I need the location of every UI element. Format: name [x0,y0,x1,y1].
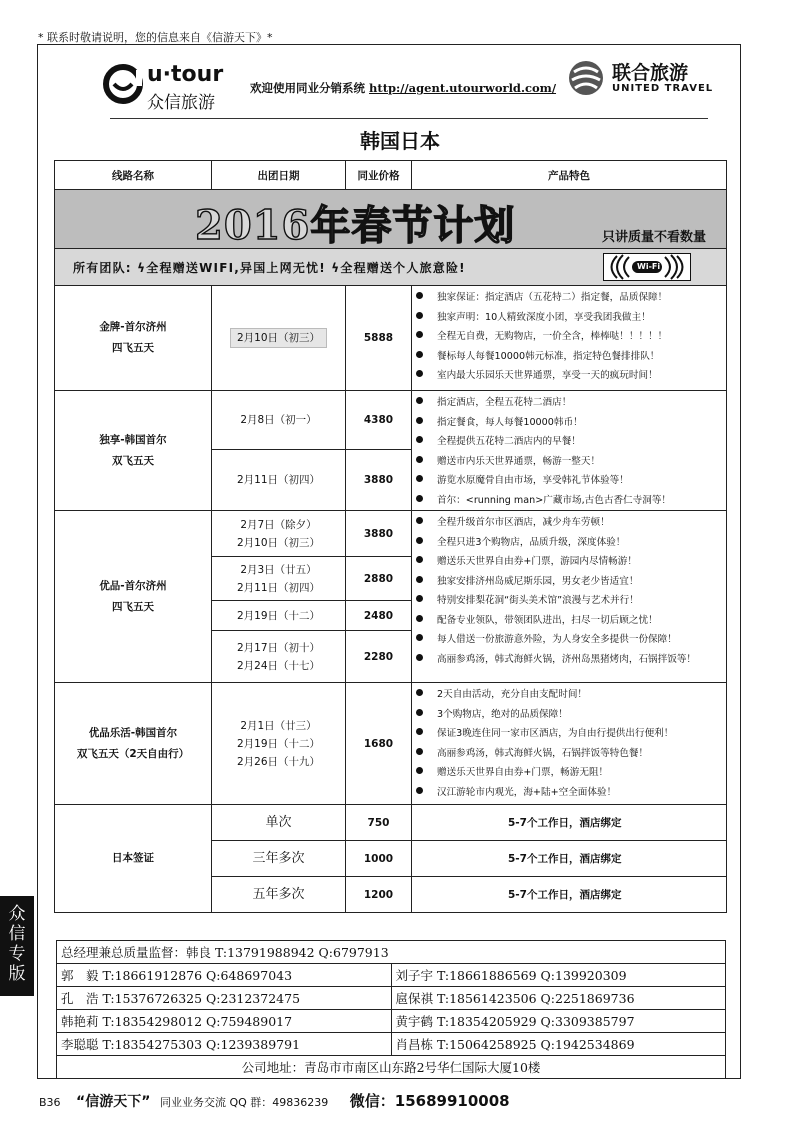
feature-item: 独家声明：10人精致深度小团，享受我团我做主！ [416,308,726,328]
price-cell: 2880 [346,557,412,601]
bullet-icon [416,556,423,563]
bullet-icon [416,331,423,338]
gift-banner [55,249,726,285]
company-address: 公司地址：青岛市市南区山东路2号华仁国际大厦10楼 [57,1056,726,1079]
banner-slogan: 只讲质量不看数量 [601,230,706,245]
departure-date: 2月26日（十九） [236,755,321,768]
route-duration: 双飞五天（2天自由行） [76,747,190,760]
route-name: 优品乐活-韩国首尔 [88,726,178,739]
bullet-icon [416,689,423,696]
features-cell [412,511,727,683]
bullet-icon [416,417,423,424]
feature-item: 全程无自费，无购物店，一价全含，棒棒哒！！！！！ [416,327,726,347]
contacts-table [56,940,726,1079]
feature-item: 餐标每人每餐10000韩元标准，指定特色餐排排队！ [416,347,726,367]
date-cell [212,557,346,601]
utour-logo-cn: 众信旅游 [147,93,215,113]
price-cell: 2280 [346,631,412,683]
feature-item: 首尔：<running man>广藏市场,古色古香仁寺洞等！ [416,491,726,511]
agent-url-link[interactable]: http://agent.utourworld.com/ [369,81,557,95]
manager-contact: 总经理兼总质量监督：韩良 T:13791988942 Q:6797913 [57,941,726,964]
visa-name: 日本签证 [55,805,212,913]
side-tab-char: 信 [8,924,26,944]
united-globe-icon [566,58,606,98]
visa-price: 1200 [346,877,412,913]
bullet-icon [416,537,423,544]
footer [39,1090,510,1111]
departure-date: 2月19日（十二） [236,737,321,750]
bullet-icon [416,495,423,502]
feature-item: 3个购物店，绝对的品质保障！ [416,705,726,725]
bullet-icon [416,292,423,299]
wifi-label: Wi-Fi [637,262,661,271]
banner-title: 2016年春节计划 [195,202,516,249]
header-date: 出团日期 [212,161,346,190]
departure-date: 2月7日（除夕） [240,518,317,531]
feature-item: 全程升级首尔市区酒店，减少舟车劳顿！ [416,513,726,533]
visa-type: 单次 [212,805,346,841]
wifi-badge [603,253,691,281]
utour-logo-text: u·tour [147,62,224,87]
route-name-cell [55,683,212,805]
bullet-icon [416,517,423,524]
feature-item: 全程只进3个购物店，品质升级，深度体验！ [416,533,726,553]
price-cell: 5888 [346,286,412,391]
route-duration: 双飞五天 [112,454,154,467]
date-cell [212,286,346,391]
contact-item: 韩艳莉 T:18354298012 Q:759489017 [57,1010,392,1033]
feature-item: 独家安排济州岛威尼斯乐园，男女老少皆适宜！ [416,572,726,592]
contact-item: 李聪聪 T:18354275303 Q:1239389791 [57,1033,392,1056]
visa-type: 五年多次 [212,877,346,913]
bullet-icon [416,767,423,774]
feature-item: 室内最大乐园乐天世界通票，享受一天的疯玩时间！ [416,366,726,386]
header-divider [110,118,708,119]
price-cell: 1680 [346,683,412,805]
departure-date: 2月3日（廿五） [240,563,317,576]
bullet-icon [416,787,423,794]
departure-date: 2月24日（十七） [236,659,321,672]
gift-text: 所有团队: ϟ全程赠送WIFI,异国上网无忧! ϟ全程赠送个人旅意险! [73,261,466,275]
feature-item: 游览水原魔骨自由市场，享受韩礼节体验等！ [416,471,726,491]
bullet-icon [416,370,423,377]
table-row [57,1033,726,1056]
spring-festival-banner [55,190,726,248]
feature-item: 指定酒店，全程五花特二酒店！ [416,393,726,413]
united-logo-en: UNITED TRAVEL [612,83,714,94]
route-name: 金牌-首尔济州 [99,321,167,333]
price-cell: 4380 [346,391,412,450]
feature-item: 指定餐食，每人每餐10000韩币！ [416,413,726,433]
source-notice: * 联系时敬请说明，您的信息来自《信游天下》* [38,31,273,44]
feature-item: 每人借送一份旅游意外险，为人身安全多提供一份保障！ [416,630,726,650]
visa-note: 5-7个工作日，酒店绑定 [412,841,727,877]
route-name: 独享-韩国首尔 [99,433,167,446]
departure-date: 2月1日（廿三） [240,719,317,732]
visa-note: 5-7个工作日，酒店绑定 [412,805,727,841]
bullet-icon [416,312,423,319]
contact-item: 扈保祺 T:18561423506 Q:2251869736 [391,987,726,1010]
departure-date: 2月11日（初四） [212,450,346,511]
contact-item: 刘子宇 T:18661886569 Q:139920309 [391,964,726,987]
wechat-contact: 微信：15689910008 [349,1092,510,1110]
table-row [55,683,727,805]
side-tab-char: 专 [8,944,26,964]
table-row [55,805,727,841]
bullet-icon [416,351,423,358]
bullet-icon [416,475,423,482]
welcome-text: 欢迎使用同业分销系统 [250,81,365,95]
departure-date: 2月10日（初三） [236,536,321,549]
bullet-icon [416,709,423,716]
departure-date: 2月8日（初一） [212,391,346,450]
visa-price: 750 [346,805,412,841]
date-cell [212,683,346,805]
features-cell [412,683,727,805]
gift-row [55,249,727,286]
visa-note: 5-7个工作日，酒店绑定 [412,877,727,913]
date-cell [212,511,346,557]
feature-item: 高丽参鸡汤，韩式海鲜火锅，济州岛黑猪烤肉，石锅拌饭等！ [416,650,726,670]
departure-date: 2月10日（初三） [230,328,327,348]
bullet-icon [416,436,423,443]
visa-price: 1000 [346,841,412,877]
departure-date: 2月17日（初十） [236,641,321,654]
qq-group: 同业业务交流 QQ 群：49836239 [159,1096,329,1109]
feature-item: 赠送乐天世界自由券+门票，游园内尽情畅游！ [416,552,726,572]
feature-item: 保证3晚连住同一家市区酒店，为自由行提供出行便利！ [416,724,726,744]
date-cell [212,631,346,683]
bullet-icon [416,456,423,463]
features-cell [412,286,727,391]
side-tab-char: 版 [8,964,26,984]
route-name-cell [55,391,212,511]
bullet-icon [416,595,423,602]
feature-item: 2天自由活动，充分自由支配时间！ [416,685,726,705]
feature-item: 赠送乐天世界自由券+门票，畅游无阻！ [416,763,726,783]
bullet-icon [416,728,423,735]
route-name-cell [55,511,212,683]
table-row [55,286,727,391]
bullet-icon [416,654,423,661]
bullet-icon [416,748,423,755]
route-name-cell [55,286,212,391]
price-cell: 2480 [346,601,412,631]
welcome-line [250,80,556,96]
price-cell: 3880 [346,450,412,511]
united-logo-cn: 联合旅游 [612,62,689,84]
route-name: 优品-首尔济州 [99,579,167,592]
contact-item: 黄宇鹤 T:18354205929 Q:3309385797 [391,1010,726,1033]
table-row [55,391,727,450]
bullet-icon [416,615,423,622]
side-tab-char: 众 [8,904,26,924]
table-header-row [55,161,727,190]
bullet-icon [416,576,423,583]
feature-item: 高丽参鸡汤，韩式海鲜火锅，石锅拌饭等特色餐！ [416,744,726,764]
visa-type: 三年多次 [212,841,346,877]
bullet-icon [416,397,423,404]
contact-item: 郭 毅 T:18661912876 Q:648697043 [57,964,392,987]
feature-item: 特别安排梨花洞“街头美术馆”浪漫与艺术并行！ [416,591,726,611]
routes-table [54,160,727,913]
features-cell [412,391,727,511]
table-row [55,511,727,557]
bullet-icon [416,634,423,641]
contact-item: 孔 浩 T:15376726325 Q:2312372475 [57,987,392,1010]
contact-item: 肖昌栋 T:15064258925 Q:1942534869 [391,1033,726,1056]
side-tab [0,896,34,996]
feature-item: 配备专业领队，带领团队进出，扫尽一切后顾之忧！ [416,611,726,631]
feature-item: 赠送市内乐天世界通票，畅游一整天！ [416,452,726,472]
route-duration: 四飞五天 [112,600,154,613]
header-price: 同业价格 [346,161,412,190]
feature-item: 汉江游轮市内观光，海+陆+空全面体验！ [416,783,726,803]
table-row [57,964,726,987]
footer-brand: “信游天下” [76,1094,151,1110]
table-row [57,1010,726,1033]
departure-date: 2月11日（初四） [236,581,321,594]
table-row [57,987,726,1010]
price-cell: 3880 [346,511,412,557]
header-route: 线路名称 [55,161,212,190]
header-features: 产品特色 [412,161,727,190]
page-title: 韩国日本 [360,129,440,153]
banner-row [55,190,727,249]
utour-logo [103,60,243,112]
feature-item: 全程提供五花特二酒店内的早餐！ [416,432,726,452]
united-travel-logo [566,56,716,102]
feature-item: 独家保证：指定酒店（五花特二）指定餐，品质保障！ [416,288,726,308]
route-duration: 四飞五天 [112,342,154,354]
page-number: B36 [39,1096,61,1109]
departure-date: 2月19日（十二） [212,601,346,631]
